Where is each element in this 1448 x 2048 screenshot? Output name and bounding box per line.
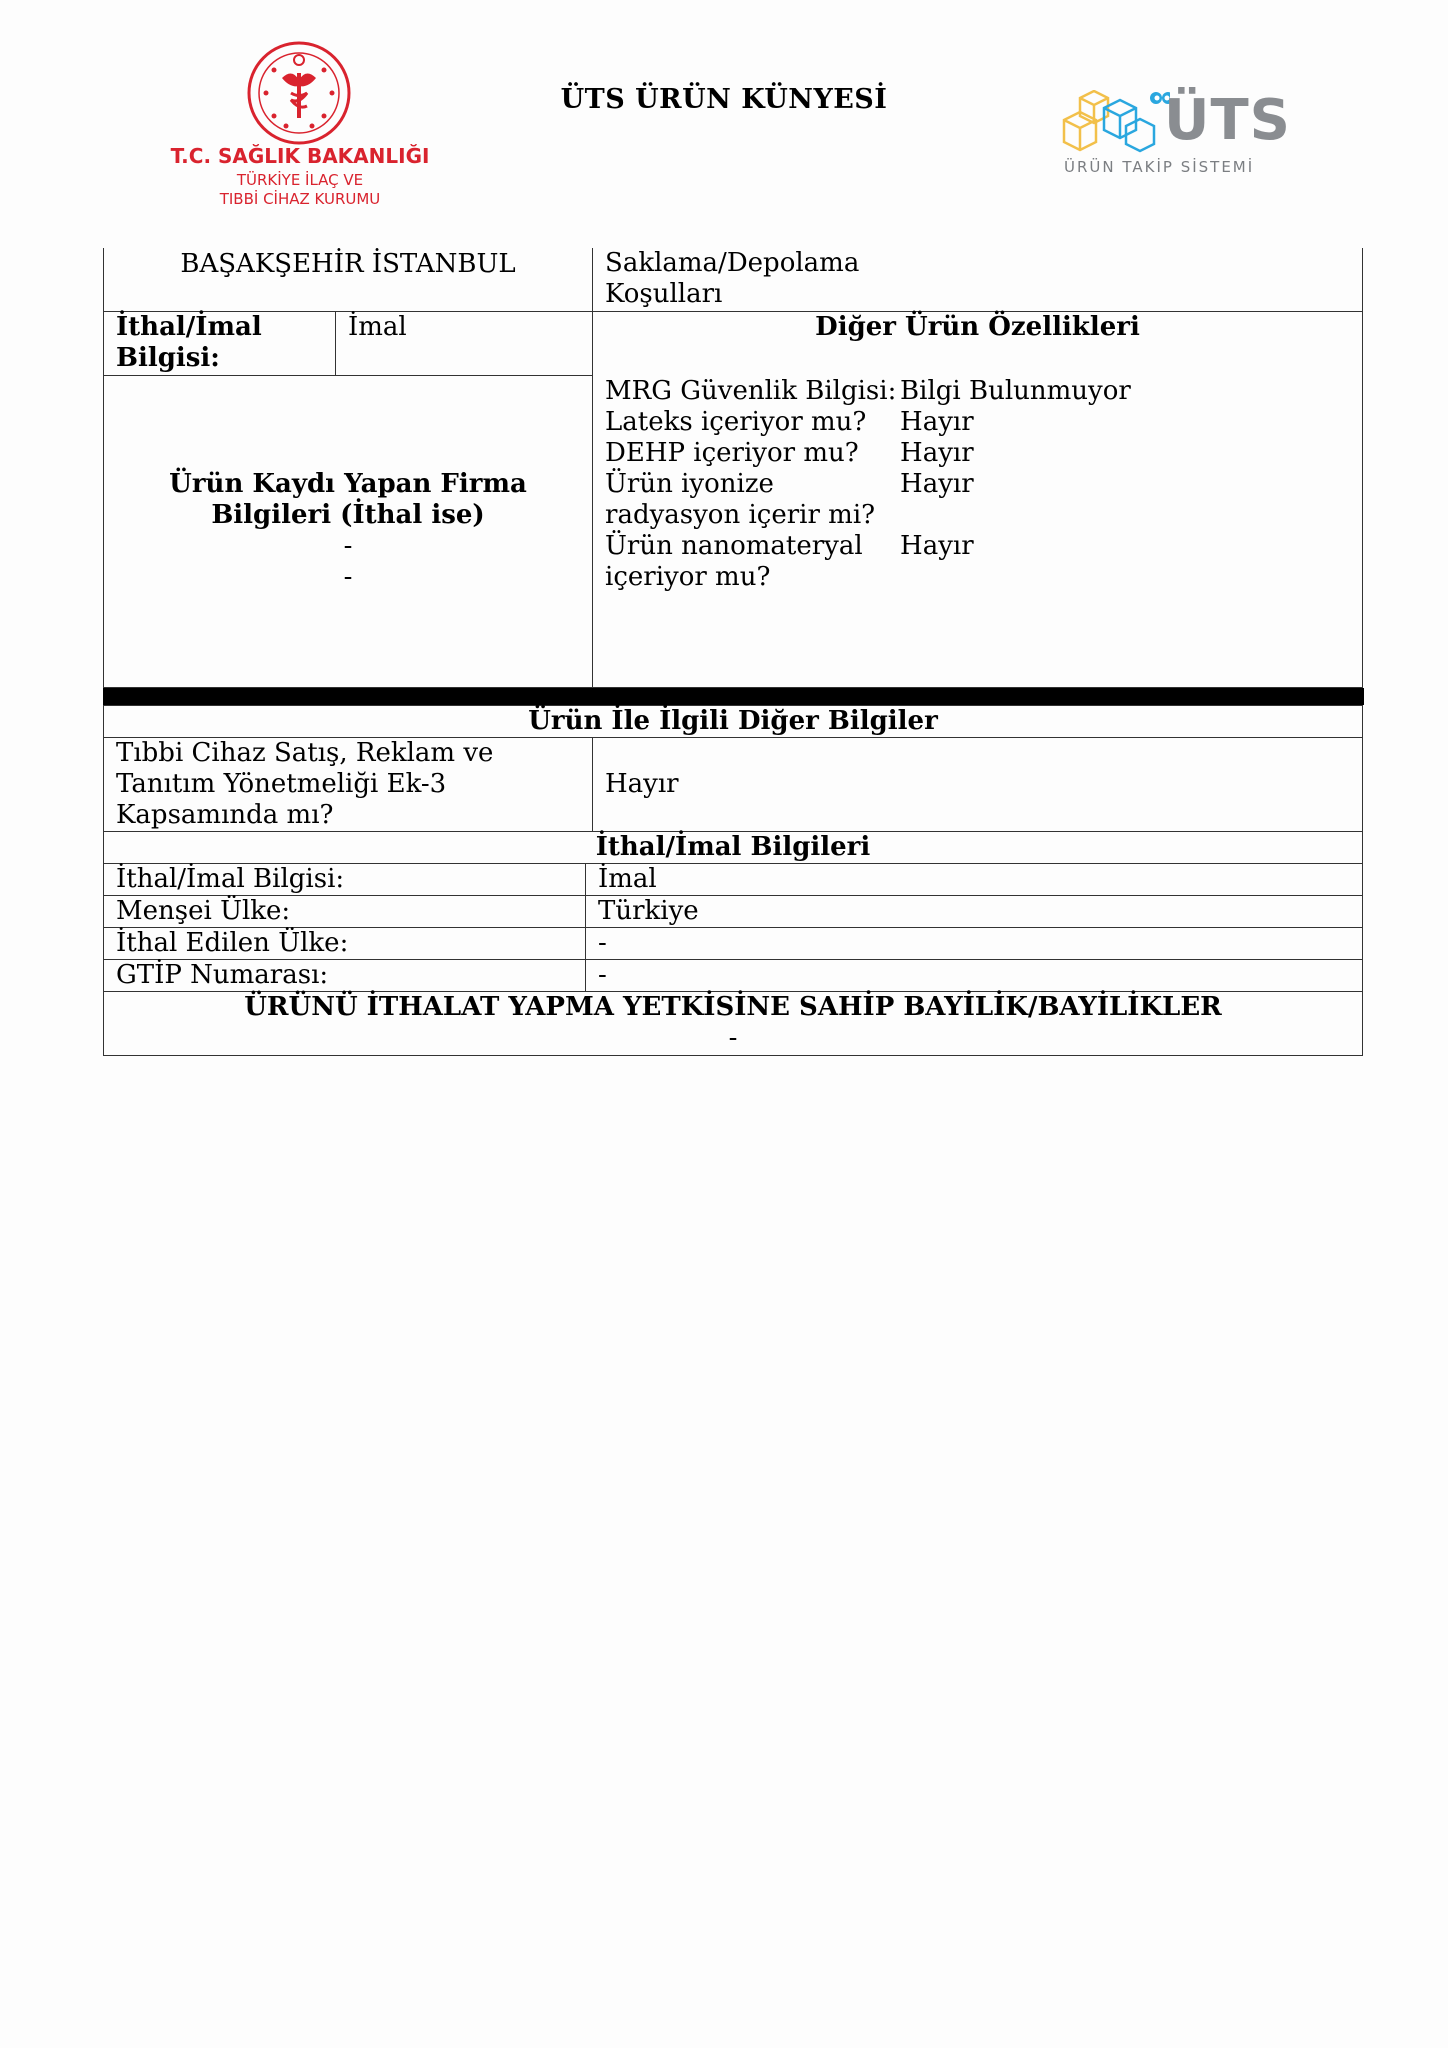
import-label: İthal/İmal Bilgisi:: [104, 311, 336, 375]
feature-label: Ürün nanomateryal içeriyor mu?: [605, 530, 863, 592]
ek3-answer: Hayır: [593, 738, 1363, 832]
registrant-label-1: Ürün Kaydı Yapan Firma: [169, 469, 527, 499]
feature-label: Ürün iyonize radyasyon içerir mi?: [605, 468, 876, 530]
feature-value: Hayır: [900, 437, 974, 468]
features-list: [605, 376, 1350, 593]
storage-cell: [593, 248, 1363, 311]
other-info-table: [103, 705, 1363, 1056]
feature-value: Hayır: [900, 406, 974, 437]
uts-subtitle: ÜRÜN TAKİP SİSTEMİ: [1064, 158, 1255, 176]
feature-value: Hayır: [900, 530, 974, 561]
other-features-header: Diğer Ürün Özellikleri: [815, 311, 1140, 342]
import-row: [104, 864, 1363, 896]
dealers-value: -: [728, 1023, 738, 1053]
feature-row: [605, 469, 1350, 531]
dealers-cell: [104, 992, 1363, 1056]
product-info-table: [103, 248, 1363, 688]
page-title: ÜTS ÜRÜN KÜNYESİ: [560, 84, 888, 115]
import-row: [104, 960, 1363, 992]
uts-name: ÜTS: [1164, 88, 1292, 153]
boxes-icon: [1060, 90, 1170, 160]
import-row: [104, 928, 1363, 960]
feature-label: Lateks içeriyor mu?: [605, 406, 867, 437]
ministry-name: T.C. SAĞLIK BAKANLIĞI: [170, 144, 430, 168]
storage-label-2: Koşulları: [605, 279, 723, 309]
import-row-label: İthal/İmal Bilgisi:: [104, 864, 586, 896]
import-row-value: -: [586, 960, 1363, 992]
ministry-logo: [170, 38, 430, 213]
feature-row: [605, 438, 1350, 469]
registrant-cell: [104, 375, 593, 687]
registrant-label-2: Bilgileri (İthal ise): [211, 500, 485, 530]
ministry-sub-2: TIBBİ CİHAZ KURUMU: [219, 190, 381, 208]
import-value: İmal: [336, 311, 593, 375]
import-row-label: Menşei Ülke:: [104, 896, 586, 928]
ministry-sub-1: TÜRKİYE İLAÇ VE: [236, 171, 364, 189]
import-info-header: İthal/İmal Bilgileri: [104, 832, 1363, 864]
registrant-value-2: -: [343, 562, 353, 592]
feature-label: MRG Güvenlik Bilgisi:: [605, 375, 897, 406]
section-divider: [103, 688, 1364, 705]
address-value: BAŞAKŞEHİR İSTANBUL: [180, 249, 516, 279]
feature-label: DEHP içeriyor mu?: [605, 437, 859, 468]
feature-value: Hayır: [900, 468, 974, 499]
storage-label-1: Saklama/Depolama: [605, 248, 860, 278]
import-row-value: -: [586, 928, 1363, 960]
address-cell: [104, 248, 593, 311]
import-row-value: Türkiye: [586, 896, 1363, 928]
import-row-value: İmal: [586, 864, 1363, 896]
feature-row: [605, 407, 1350, 438]
import-row-label: GTİP Numarası:: [104, 960, 586, 992]
feature-row: [605, 531, 1350, 593]
ek3-question: Tıbbi Cihaz Satış, Reklam ve Tanıtım Yönetmeliği Ek-3 Kapsamında mı?: [104, 738, 593, 832]
uts-logo: [1060, 80, 1300, 180]
other-info-header: Ürün İle İlgili Diğer Bilgiler: [104, 706, 1363, 738]
feature-row: [605, 376, 1350, 407]
feature-value: Bilgi Bulunmuyor: [900, 375, 1131, 406]
other-features-cell: [593, 311, 1363, 687]
import-row: [104, 896, 1363, 928]
import-row-label: İthal Edilen Ülke:: [104, 928, 586, 960]
dealers-header: ÜRÜNÜ İTHALAT YAPMA YETKİSİNE SAHİP BAYİLİK/BAYİLİKLER: [244, 992, 1222, 1022]
registrant-value-1: -: [343, 531, 353, 561]
